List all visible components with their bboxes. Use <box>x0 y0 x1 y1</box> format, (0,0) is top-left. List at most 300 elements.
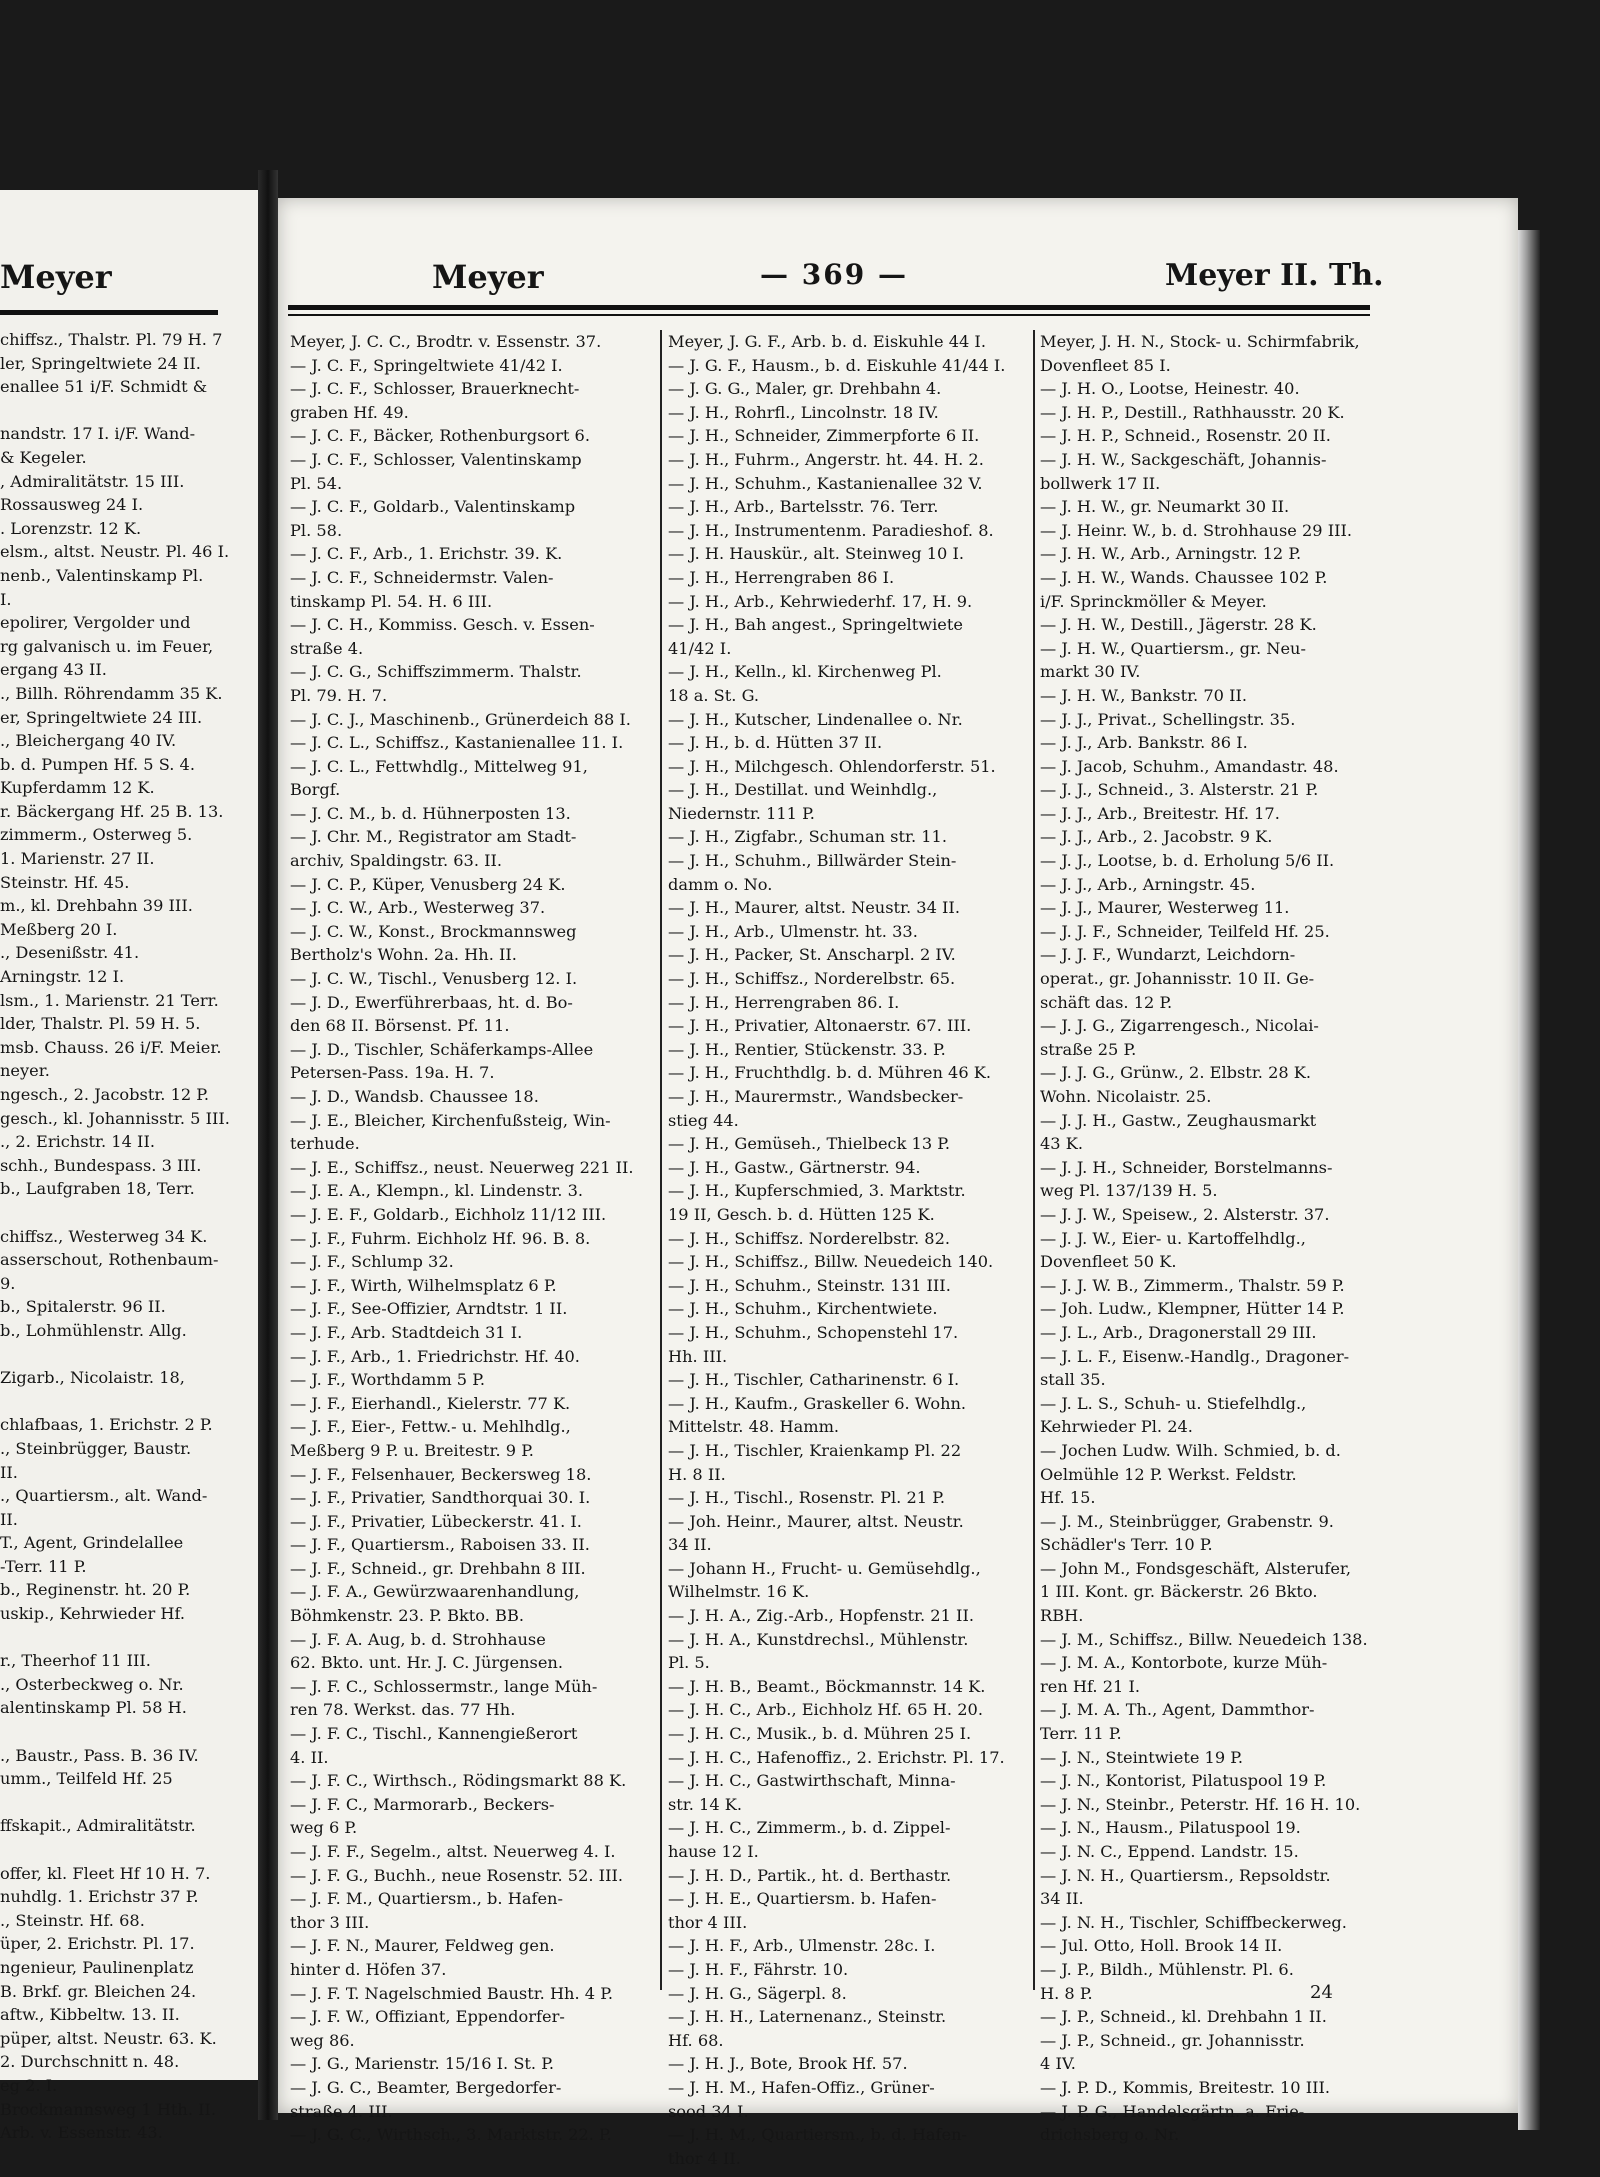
directory-entry-line: — J. F., Eier-, Fettw.- u. Mehlhdlg., <box>290 1417 571 1437</box>
directory-entry-line: — J. C. W., Konst., Brockmannsweg <box>290 921 577 941</box>
directory-entry-line: RBH. <box>1040 1606 1084 1626</box>
page-header-right: Meyer II. Th. <box>1165 258 1384 293</box>
directory-entry-line: ., Baustr., Pass. B. 36 IV. <box>0 1745 199 1765</box>
directory-entry-line: Petersen-Pass. 19a. H. 7. <box>290 1063 495 1083</box>
directory-entry-line: Pl. 58. <box>290 520 343 540</box>
directory-entry-line <box>0 1390 245 1414</box>
directory-entry-line: — Johann H., Frucht- u. Gemüsehdlg., <box>668 1558 981 1578</box>
directory-entry-line: — J. J. W., Speisew., 2. Alsterstr. 37. <box>1040 1204 1330 1224</box>
directory-entry-line: thor 4 II. <box>668 2148 741 2168</box>
directory-entry-line: — J. F. A. Aug, b. d. Strohhause <box>290 1629 546 1649</box>
directory-entry-line: -Terr. 11 P. <box>0 1556 87 1576</box>
directory-entry-line: ., Billh. Röhrendamm 35 K. <box>0 683 223 703</box>
directory-entry-line: — Jochen Ludw. Wilh. Schmied, b. d. <box>1040 1440 1341 1460</box>
directory-entry-line: ngenieur, Paulinenplatz <box>0 1957 194 1977</box>
directory-entry-line: sood 34 I. <box>668 2101 749 2121</box>
directory-entry-line: — J. D., Wandsb. Chaussee 18. <box>290 1087 539 1106</box>
directory-entry-line: — J. C. L., Schiffsz., Kastanienallee 11. I. <box>290 733 624 753</box>
left-fragment-column <box>0 328 245 2145</box>
directory-entry-line: — J. J. H., Gastw., Zeughausmarkt <box>1040 1110 1317 1130</box>
directory-entry-line: — J. H., Fuhrm., Angerstr. ht. 44. H. 2. <box>668 449 984 469</box>
directory-entry-line: — J. H. A., Zig.-Arb., Hopfenstr. 21 II. <box>668 1606 974 1626</box>
directory-entry-line: eg 2. I. <box>0 2075 58 2095</box>
directory-entry-line: alentinskamp Pl. 58 H. <box>0 1698 187 1718</box>
directory-entry-line: ngesch., 2. Jacobstr. 12 P. <box>0 1085 210 1104</box>
directory-entry-line: ., 2. Erichstr. 14 II. <box>0 1132 155 1152</box>
directory-entry-line: — J. P., Schneid., gr. Johannisstr. <box>1040 2030 1305 2050</box>
directory-entry-line: — J. Heinr. W., b. d. Strohhause 29 III. <box>1040 520 1353 540</box>
directory-entry-line: — J. H., Schuhm., Steinstr. 131 III. <box>668 1275 951 1295</box>
directory-entry-line: — J. H., Arb., Ulmenstr. ht. 33. <box>668 921 918 941</box>
directory-entry-line: — J. L., Arb., Dragonerstall 29 III. <box>1040 1322 1317 1342</box>
directory-entry-line: — J. H. C., Hafenoffiz., 2. Erichstr. Pl. 17. <box>668 1747 1005 1767</box>
directory-entry-line: — J. P. D., Kommis, Breitestr. 10 III. <box>1040 2077 1331 2097</box>
directory-entry-line: — J. D., Ewerführerbaas, ht. d. Bo- <box>290 992 573 1012</box>
directory-entry-line: er, Springeltwiete 24 III. <box>0 707 203 727</box>
directory-entry-line: ler, Springeltwiete 24 II. <box>0 353 201 373</box>
directory-entry-line: enallee 51 i/F. Schmidt & <box>0 377 208 397</box>
directory-entry-line: — J. H. W., Destill., Jägerstr. 28 K. <box>1040 615 1317 635</box>
directory-entry-line: — J. H., Instrumentenm. Paradieshof. 8. <box>668 520 994 540</box>
directory-entry-line: lsm., 1. Marienstr. 21 Terr. <box>0 990 219 1010</box>
directory-entry-line <box>0 1720 245 1744</box>
directory-entry-line: — J. H., Herrengraben 86. I. <box>668 992 900 1012</box>
directory-entry-line: — J. H. E., Quartiersm. b. Hafen- <box>668 1889 937 1909</box>
directory-entry-line: 41/42 I. <box>668 638 732 658</box>
directory-entry-line: — J. C. F., Springeltwiete 41/42 I. <box>290 355 563 375</box>
directory-entry-line: — J. H. W., Arb., Arningstr. 12 P. <box>1040 544 1302 564</box>
directory-entry-line: — J. F., Eierhandl., Kielerstr. 77 K. <box>290 1393 571 1413</box>
directory-entry-line: — J. H. M., Quartiersm., b. d. Hafen- <box>668 2125 967 2145</box>
directory-entry-line: Rossausweg 24 I. <box>0 495 144 515</box>
directory-entry-line: — J. H., Schiffsz. Norderelbstr. 82. <box>668 1228 951 1248</box>
directory-entry-line: Arb. v. Essenstr. 43. <box>0 2123 163 2143</box>
directory-entry-line: — J. H. C., Zimmerm., b. d. Zippel- <box>668 1818 951 1838</box>
directory-entry-line: 1. Marienstr. 27 II. <box>0 849 155 869</box>
directory-entry-line: Wilhelmstr. 16 K. <box>668 1582 810 1602</box>
directory-entry-line: markt 30 IV. <box>1040 662 1141 682</box>
directory-entry-line: — J. F. C., Wirthsch., Rödingsmarkt 88 K. <box>290 1771 627 1791</box>
directory-entry-line: — J. F. A., Gewürzwaarenhandlung, <box>290 1582 580 1602</box>
directory-entry-line: hause 12 I. <box>668 1842 759 1861</box>
directory-entry-line: & Kegeler. <box>0 447 87 467</box>
directory-entry-line: — J. G. C., Beamter, Bergedorfer- <box>290 2077 562 2097</box>
directory-entry-line: — J. H. C., Arb., Eichholz Hf. 65 H. 20. <box>668 1700 983 1720</box>
directory-entry-line: Wohn. Nicolaistr. 25. <box>1040 1087 1212 1106</box>
directory-entry-line: msb. Chauss. 26 i/F. Meier. <box>0 1037 222 1057</box>
directory-entry-line: Pl. 79. H. 7. <box>290 685 388 705</box>
left-page <box>0 190 258 2143</box>
directory-entry-line: — J. H. M., Hafen-Offiz., Grüner- <box>668 2077 935 2097</box>
directory-entry-line: 43 K. <box>1040 1134 1083 1154</box>
directory-entry-line: — J. C. F., Bäcker, Rothenburgsort 6. <box>290 426 590 446</box>
directory-entry-line: b., Lohmühlenstr. Allg. <box>0 1320 187 1340</box>
directory-entry-line: — J. J. F., Wundarzt, Leichdorn- <box>1040 945 1296 965</box>
book-gutter <box>258 170 278 2120</box>
directory-entry-line: Hh. III. <box>668 1346 728 1366</box>
directory-entry-line: — J. C. J., Maschinenb., Grünerdeich 88 I. <box>290 709 631 729</box>
directory-entry-line: — J. H., Maurer, altst. Neustr. 34 II. <box>668 898 960 918</box>
directory-entry-line: — J. J., Arb., 2. Jacobstr. 9 K. <box>1040 827 1273 847</box>
directory-entry-line: — J. J., Arb., Arningstr. 45. <box>1040 874 1256 894</box>
directory-entry-line: — J. Jacob, Schuhm., Amandastr. 48. <box>1040 756 1339 776</box>
directory-entry-line: 34 II. <box>668 1535 712 1555</box>
directory-entry-line: — John M., Fondsgeschäft, Alsterufer, <box>1040 1558 1352 1578</box>
directory-entry-line: b., Laufgraben 18, Terr. <box>0 1179 195 1199</box>
directory-entry-line: — J. H. W., Wands. Chaussee 102 P. <box>1040 567 1328 587</box>
directory-column-2 <box>668 330 1030 2170</box>
directory-entry-line: Schädler's Terr. 10 P. <box>1040 1535 1213 1555</box>
directory-entry-line: — Joh. Ludw., Klempner, Hütter 14 P. <box>1040 1299 1345 1319</box>
directory-entry-line: — J. H. P., Schneid., Rosenstr. 20 II. <box>1040 426 1331 446</box>
directory-entry-line: asserschout, Rothenbaum- <box>0 1250 219 1270</box>
left-page-header: Meyer <box>0 258 112 296</box>
directory-entry-line: — J. F., Schneid., gr. Drehbahn 8 III. <box>290 1558 586 1578</box>
directory-entry-line: — J. J., Schneid., 3. Alsterstr. 21 P. <box>1040 780 1319 800</box>
directory-entry-line: — J. M. A. Th., Agent, Dammthor- <box>1040 1700 1315 1720</box>
directory-entry-line: stieg 44. <box>668 1110 739 1130</box>
directory-entry-line: — J. H., Kelln., kl. Kirchenweg Pl. <box>668 662 942 682</box>
directory-entry-line: — J. F., Worthdamm 5 P. <box>290 1370 486 1390</box>
column-divider-2 <box>1033 330 1035 1990</box>
directory-entry-line: — J. H., Arb., Bartelsstr. 76. Terr. <box>668 497 939 517</box>
directory-entry-line: Meyer, J. H. N., Stock- u. Schirmfabrik, <box>1040 332 1360 351</box>
directory-entry-line: schäft das. 12 P. <box>1040 992 1173 1012</box>
directory-entry-line: — J. J., Arb., Breitestr. Hf. 17. <box>1040 803 1280 823</box>
page-edge <box>1518 230 1540 2130</box>
directory-entry-line: rg galvanisch u. im Feuer, <box>0 636 214 656</box>
directory-entry-line: — J. H. F., Fährstr. 10. <box>668 1959 849 1979</box>
directory-entry-line: — J. H., Schuhm., Schopenstehl 17. <box>668 1322 959 1342</box>
directory-entry-line: — J. J. H., Schneider, Borstelmanns- <box>1040 1157 1333 1177</box>
directory-entry-line: ., Quartiersm., alt. Wand- <box>0 1486 208 1506</box>
directory-entry-line: umm., Teilfeld Hf. 25 <box>0 1769 173 1789</box>
header-rule <box>288 305 1370 310</box>
directory-entry-line: — J. H., Milchgesch. Ohlendorferstr. 51. <box>668 756 996 776</box>
directory-entry-line: ., Bleichergang 40 IV. <box>0 731 177 751</box>
directory-entry-line: — J. F. N., Maurer, Feldweg gen. <box>290 1936 555 1956</box>
directory-entry-line: — J. F. T. Nagelschmied Baustr. Hh. 4 P. <box>290 1983 613 2003</box>
directory-entry-line: thor 3 III. <box>290 1912 370 1932</box>
directory-entry-line: Meyer, J. G. F., Arb. b. d. Eiskuhle 44 I. <box>668 332 986 351</box>
directory-column-1 <box>290 330 652 2147</box>
directory-entry-line: — J. H., Tischl., Rosenstr. Pl. 21 P. <box>668 1488 945 1508</box>
directory-entry-line <box>0 1838 245 1862</box>
directory-entry-line: B. Brkf. gr. Bleichen 24. <box>0 1981 197 2001</box>
directory-entry-line: Dovenfleet 50 K. <box>1040 1252 1177 1272</box>
directory-entry-line: Meßberg 20 I. <box>0 919 118 939</box>
directory-entry-line: chlafbaas, 1. Erichstr. 2 P. <box>0 1415 213 1435</box>
directory-entry-line: Kehrwieder Pl. 24. <box>1040 1417 1193 1437</box>
directory-entry-line: — J. H., Rohrfl., Lincolnstr. 18 IV. <box>668 402 939 422</box>
directory-entry-line: — J. F., Fuhrm. Eichholz Hf. 96. B. 8. <box>290 1228 591 1248</box>
directory-entry-line: , Admiralitätstr. 15 III. <box>0 471 185 491</box>
directory-entry-line: — J. H., Schneider, Zimmerpforte 6 II. <box>668 426 980 446</box>
directory-entry-line: Meyer, J. C. C., Brodtr. v. Essenstr. 37. <box>290 332 602 351</box>
directory-entry-line: uskip., Kehrwieder Hf. <box>0 1604 186 1624</box>
directory-entry-line: — J. C. F., Goldarb., Valentinskamp <box>290 497 576 517</box>
directory-entry-line: operat., gr. Johannisstr. 10 II. Ge- <box>1040 969 1315 989</box>
directory-entry-line: — J. J. W. B., Zimmerm., Thalstr. 59 P. <box>1040 1275 1345 1295</box>
directory-entry-line: — J. G. G., Maler, gr. Drehbahn 4. <box>668 379 942 399</box>
directory-entry-line: r. Bäckergang Hf. 25 B. 13. <box>0 801 224 821</box>
directory-entry-line: Bertholz's Wohn. 2a. Hh. II. <box>290 945 517 965</box>
directory-entry-line: damm o. No. <box>668 874 773 894</box>
directory-entry-line: H. 8 P. <box>1040 1983 1093 2003</box>
directory-entry-line: — J. F., Wirth, Wilhelmsplatz 6 P. <box>290 1275 557 1295</box>
directory-entry-line: — J. H., Gastw., Gärtnerstr. 94. <box>668 1157 921 1177</box>
directory-entry-line: — J. H., b. d. Hütten 37 II. <box>668 733 883 753</box>
directory-entry-line: archiv, Spaldingstr. 63. II. <box>290 851 503 871</box>
directory-entry-line: r., Theerhof 11 III. <box>0 1651 151 1671</box>
directory-entry-line: stall 35. <box>1040 1370 1106 1390</box>
column-divider-1 <box>660 330 662 1990</box>
page-header-title: Meyer <box>432 258 544 296</box>
directory-entry-line: — J. P., Bildh., Mühlenstr. Pl. 6. <box>1040 1959 1294 1979</box>
directory-entry-line: gesch., kl. Johannisstr. 5 III. <box>0 1108 230 1128</box>
directory-entry-line: elsm., altst. Neustr. Pl. 46 I. <box>0 542 230 562</box>
sheet-number: 24 <box>1310 1982 1333 2003</box>
directory-entry-line: — J. H., Destillat. und Weinhdlg., <box>668 780 938 800</box>
directory-entry-line: — J. N., Kontorist, Pilatuspool 19 P. <box>1040 1771 1327 1791</box>
directory-entry-line: — J. J., Maurer, Westerweg 11. <box>1040 898 1290 918</box>
directory-column-3 <box>1040 330 1375 2147</box>
directory-entry-line: Hf. 15. <box>1040 1488 1096 1508</box>
directory-entry-line: — J. H., Tischler, Catharinenstr. 6 I. <box>668 1370 960 1390</box>
directory-entry-line: — J. H., Kupferschmied, 3. Marktstr. <box>668 1181 966 1201</box>
directory-entry-line: — J. H. J., Bote, Brook Hf. 57. <box>668 2054 908 2074</box>
directory-entry-line: ren Hf. 21 I. <box>1040 1676 1140 1696</box>
directory-entry-line: — J. H. W., Sackgeschäft, Johannis- <box>1040 449 1327 469</box>
directory-entry-line: — J. F., Felsenhauer, Beckersweg 18. <box>290 1464 592 1484</box>
directory-entry-line: — J. N. H., Quartiersm., Repsoldstr. <box>1040 1865 1331 1885</box>
directory-entry-line: b. d. Pumpen Hf. 5 S. 4. <box>0 754 195 774</box>
directory-entry-line: weg 6 P. <box>290 1818 358 1838</box>
directory-entry-line <box>0 1343 245 1367</box>
directory-entry-line: — J. H. Hauskür., alt. Steinweg 10 I. <box>668 544 965 564</box>
directory-entry-line: — J. F. M., Quartiersm., b. Hafen- <box>290 1889 563 1909</box>
directory-entry-line: hinter d. Höfen 37. <box>290 1959 447 1979</box>
directory-entry-line: nenb., Valentinskamp Pl. <box>0 565 204 585</box>
directory-entry-line: — J. H. G., Sägerpl. 8. <box>668 1983 847 2003</box>
directory-entry-line: — J. C. F., Arb., 1. Erichstr. 39. K. <box>290 544 563 564</box>
directory-entry-line: — J. D., Tischler, Schäferkamps-Allee <box>290 1039 594 1059</box>
directory-entry-line: — J. H. O., Lootse, Heinestr. 40. <box>1040 379 1300 399</box>
directory-entry-line: — J. F. C., Schlossermstr., lange Müh- <box>290 1676 598 1696</box>
directory-entry-line: — J. J., Lootse, b. d. Erholung 5/6 II. <box>1040 851 1335 871</box>
directory-entry-line: Oelmühle 12 P. Werkst. Feldstr. <box>1040 1464 1297 1484</box>
directory-entry-line: — J. E. F., Goldarb., Eichholz 11/12 III. <box>290 1204 607 1224</box>
directory-entry-line: straße 4. <box>290 638 364 658</box>
directory-entry-line: — J. C. G., Schiffszimmerm. Thalstr. <box>290 662 582 682</box>
directory-entry-line: — J. M., Schiffsz., Billw. Neuedeich 138. <box>1040 1629 1368 1649</box>
directory-entry-line: I. <box>0 589 12 609</box>
directory-entry-line: — J. P. G., Handelsgärtn. a. Frie- <box>1040 2101 1305 2121</box>
directory-entry-line: — J. H., Rentier, Stückenstr. 33. P. <box>668 1039 946 1059</box>
directory-entry-line: aftw., Kibbeltw. 13. II. <box>0 2005 180 2025</box>
directory-entry-line: — J. N., Steinbr., Peterstr. Hf. 16 H. 10. <box>1040 1794 1361 1814</box>
directory-entry-line: — Joh. Heinr., Maurer, altst. Neustr. <box>668 1511 964 1531</box>
directory-entry-line: — J. N. H., Tischler, Schiffbeckerweg. <box>1040 1912 1347 1932</box>
directory-entry-line: ., Steinstr. Hf. 68. <box>0 1910 145 1930</box>
directory-entry-line: — J. F., Privatier, Lübeckerstr. 41. I. <box>290 1511 582 1531</box>
directory-entry-line: Terr. 11 P. <box>1040 1724 1122 1744</box>
directory-entry-line <box>0 1791 245 1815</box>
directory-entry-line: — J. C. L., Fettwhdlg., Mittelweg 91, <box>290 756 588 776</box>
directory-entry-line: II. <box>0 1509 18 1529</box>
directory-entry-line: — J. H., Tischler, Kraienkamp Pl. 22 <box>668 1440 962 1460</box>
directory-entry-line: ., Osterbeckweg o. Nr. <box>0 1674 184 1694</box>
directory-entry-line: — J. H., Packer, St. Anscharpl. 2 IV. <box>668 945 956 965</box>
directory-entry-line: — J. H., Privatier, Altonaerstr. 67. III. <box>668 1016 972 1036</box>
directory-entry-line: weg 86. <box>290 2030 355 2050</box>
directory-entry-line <box>0 1626 245 1650</box>
directory-entry-line: — J. C. F., Schneidermstr. Valen- <box>290 567 554 587</box>
directory-entry-line: terhude. <box>290 1134 360 1154</box>
directory-entry-line: — J. H., Fruchthdlg. b. d. Mühren 46 K. <box>668 1063 992 1083</box>
directory-entry-line: püper, altst. Neustr. 63. K. <box>0 2028 217 2048</box>
directory-entry-line: — J. J., Privat., Schellingstr. 35. <box>1040 709 1296 729</box>
directory-entry-line: — J. P., Schneid., kl. Drehbahn 1 II. <box>1040 2007 1327 2027</box>
directory-entry-line: 18 a. St. G. <box>668 685 760 705</box>
directory-entry-line: üper, 2. Erichstr. Pl. 17. <box>0 1934 195 1954</box>
directory-entry-line: 34 II. <box>1040 1889 1084 1909</box>
directory-entry-line: 62. Bkto. unt. Hr. J. C. Jürgensen. <box>290 1653 563 1673</box>
directory-entry-line: — J. F. W., Offiziant, Eppendorfer- <box>290 2007 565 2027</box>
directory-entry-line: m., kl. Drehbahn 39 III. <box>0 896 193 916</box>
directory-entry-line: 9. <box>0 1273 16 1293</box>
directory-entry-line: — J. H., Schiffsz., Billw. Neuedeich 140. <box>668 1252 994 1272</box>
directory-entry-line: — J. F. G., Buchh., neue Rosenstr. 52. III. <box>290 1865 624 1885</box>
directory-entry-line: tinskamp Pl. 54. H. 6 III. <box>290 591 493 611</box>
directory-entry-line: — J. F., Arb., 1. Friedrichstr. Hf. 40. <box>290 1346 580 1366</box>
directory-entry-line: II. <box>0 1462 18 1482</box>
directory-entry-line: ergang 43 II. <box>0 660 107 680</box>
directory-entry-line: ren 78. Werkst. das. 77 Hh. <box>290 1700 516 1720</box>
directory-entry-line: ., Steinbrügger, Baustr. <box>0 1438 192 1458</box>
directory-entry-line: — J. E., Schiffsz., neust. Neuerweg 221 II. <box>290 1157 634 1177</box>
directory-entry-line: Borgf. <box>290 780 341 800</box>
directory-entry-line: — J. N. C., Eppend. Landstr. 15. <box>1040 1842 1299 1861</box>
directory-entry-line: Dovenfleet 85 I. <box>1040 355 1171 375</box>
directory-entry-line: — J. F., Schlump 32. <box>290 1252 454 1272</box>
directory-entry-line: — J. H. C., Musik., b. d. Mühren 25 I. <box>668 1724 972 1744</box>
directory-entry-line: 2. Durchschnitt n. 48. <box>0 2052 180 2072</box>
directory-entry-line: drichsberg o. Nr. <box>1040 2125 1180 2145</box>
directory-entry-line: b., Reginenstr. ht. 20 P. <box>0 1580 191 1600</box>
directory-entry-line: — J. H., Arb., Kehrwiederhf. 17, H. 9. <box>668 591 973 611</box>
directory-entry-line: — J. N., Hausm., Pilatuspool 19. <box>1040 1818 1301 1838</box>
directory-entry-line: Pl. 5. <box>668 1653 710 1673</box>
directory-entry-line <box>0 399 245 423</box>
directory-entry-line: Hf. 68. <box>668 2030 724 2050</box>
directory-entry-line: — J. M. A., Kontorbote, kurze Müh- <box>1040 1653 1328 1673</box>
directory-entry-line <box>0 1201 245 1225</box>
directory-entry-line: — J. H., Bah angest., Springeltwiete <box>668 615 963 635</box>
directory-entry-line: T., Agent, Grindelallee <box>0 1533 184 1553</box>
directory-entry-line: — J. L. F., Eisenw.-Handlg., Dragoner- <box>1040 1346 1350 1366</box>
directory-entry-line: chiffsz., Westerweg 34 K. <box>0 1226 208 1246</box>
directory-entry-line: — J. J., Arb. Bankstr. 86 I. <box>1040 733 1248 753</box>
directory-entry-line: — J. F. C., Marmorarb., Beckers- <box>290 1794 555 1814</box>
directory-entry-line: Zigarb., Nicolaistr. 18, <box>0 1368 185 1388</box>
directory-entry-line: — J. M., Steinbrügger, Grabenstr. 9. <box>1040 1511 1334 1531</box>
directory-entry-line: — J. H. W., Bankstr. 70 II. <box>1040 685 1248 705</box>
directory-entry-line: — J. H. W., Quartiersm., gr. Neu- <box>1040 638 1306 658</box>
directory-entry-line: — J. N., Steintwiete 19 P. <box>1040 1747 1244 1767</box>
directory-entry-line: — J. E., Bleicher, Kirchenfußsteig, Win- <box>290 1110 611 1130</box>
directory-entry-line: — J. G. F., Hausm., b. d. Eiskuhle 41/44 I. <box>668 355 1006 375</box>
directory-entry-line: — J. J. W., Eier- u. Kartoffelhdlg., <box>1040 1228 1306 1248</box>
directory-entry-line: — J. E. A., Klempn., kl. Lindenstr. 3. <box>290 1181 584 1201</box>
directory-entry-line: — J. F., Quartiersm., Raboisen 33. II. <box>290 1535 590 1555</box>
directory-entry-line: — J. H., Gemüseh., Thielbeck 13 P. <box>668 1134 951 1154</box>
directory-entry-line: 19 II, Gesch. b. d. Hütten 125 K. <box>668 1204 935 1224</box>
directory-entry-line: Mittelstr. 48. Hamm. <box>668 1417 840 1437</box>
directory-entry-line: Arningstr. 12 I. <box>0 967 125 987</box>
directory-entry-line: — J. C. W., Arb., Westerweg 37. <box>290 898 546 918</box>
directory-entry-line: thor 4 III. <box>668 1912 748 1932</box>
directory-entry-line: — J. H., Maurermstr., Wandsbecker- <box>668 1087 964 1106</box>
directory-entry-line: straße 4. III. <box>290 2101 393 2121</box>
directory-entry-line: — J. C. F., Schlosser, Brauerknecht- <box>290 379 580 399</box>
directory-entry-line: — J. H., Schuhm., Kastanienallee 32 V. <box>668 473 983 493</box>
directory-entry-line: graben Hf. 49. <box>290 402 409 422</box>
directory-entry-line: — J. H. A., Kunstdrechsl., Mühlenstr. <box>668 1629 969 1649</box>
left-header-rule <box>0 310 218 315</box>
directory-entry-line: — J. F., Privatier, Sandthorquai 30. I. <box>290 1488 591 1508</box>
directory-entry-line: — J. H. F., Arb., Ulmenstr. 28c. I. <box>668 1936 936 1956</box>
directory-entry-line: — J. F., Arb. Stadtdeich 31 I. <box>290 1322 523 1342</box>
directory-entry-line: — J. H., Schiffsz., Norderelbstr. 65. <box>668 969 956 989</box>
directory-entry-line: — J. C. M., b. d. Hühnerposten 13. <box>290 803 571 823</box>
directory-entry-line: epolirer, Vergolder und <box>0 613 191 633</box>
directory-entry-line: chiffsz., Thalstr. Pl. 79 H. 7 <box>0 330 223 349</box>
directory-entry-line: i/F. Sprinckmöller & Meyer. <box>1040 591 1267 611</box>
directory-entry-line: schh., Bundespass. 3 III. <box>0 1155 202 1175</box>
directory-entry-line: lder, Thalstr. Pl. 59 H. 5. <box>0 1014 201 1034</box>
directory-entry-line: — J. Chr. M., Registrator am Stadt- <box>290 827 577 847</box>
directory-entry-line: — J. H., Kaufm., Graskeller 6. Wohn. <box>668 1393 967 1413</box>
directory-entry-line: — J. C. W., Tischl., Venusberg 12. I. <box>290 969 578 989</box>
directory-entry-line: nandstr. 17 I. i/F. Wand- <box>0 424 196 444</box>
directory-entry-line: — J. C. F., Schlosser, Valentinskamp <box>290 449 582 469</box>
directory-entry-line: zimmerm., Osterweg 5. <box>0 825 193 845</box>
page-number: — 369 — <box>760 258 908 291</box>
directory-entry-line: — J. H. H., Laternenanz., Steinstr. <box>668 2007 947 2027</box>
directory-entry-line: — J. G. C., Wirthsch., 3. Marktstr. 22. P. <box>290 2125 612 2145</box>
directory-entry-line: straße 25 P. <box>1040 1039 1137 1059</box>
directory-entry-line: H. 8 II. <box>668 1464 726 1484</box>
directory-entry-line: — Jul. Otto, Holl. Brook 14 II. <box>1040 1936 1283 1956</box>
directory-entry-line: Pl. 54. <box>290 473 343 493</box>
directory-entry-line: Brockmannsweg 1 Hth. II. <box>0 2099 217 2119</box>
header-rule-thin <box>288 314 1370 316</box>
directory-entry-line: — J. H. B., Beamt., Böckmannstr. 14 K. <box>668 1676 986 1696</box>
directory-entry-line: weg Pl. 137/139 H. 5. <box>1040 1181 1218 1201</box>
directory-entry-line: 4. II. <box>290 1747 329 1767</box>
directory-entry-line: — J. H., Schuhm., Billwärder Stein- <box>668 851 957 871</box>
directory-entry-line: Meßberg 9 P. u. Breitestr. 9 P. <box>290 1440 534 1460</box>
directory-entry-line: neyer. <box>0 1061 50 1081</box>
directory-entry-line: 1 III. Kont. gr. Bäckerstr. 26 Bkto. <box>1040 1582 1318 1602</box>
directory-entry-line: 4 IV. <box>1040 2054 1076 2074</box>
directory-entry-line: — J. H., Zigfabr., Schuman str. 11. <box>668 827 947 847</box>
directory-entry-line: den 68 II. Börsenst. Pf. 11. <box>290 1016 510 1036</box>
directory-entry-line: — J. H. D., Partik., ht. d. Berthastr. <box>668 1865 952 1885</box>
directory-entry-line: — J. H., Kutscher, Lindenallee o. Nr. <box>668 709 963 729</box>
directory-entry-line: — J. H. C., Gastwirthschaft, Minna- <box>668 1771 956 1791</box>
